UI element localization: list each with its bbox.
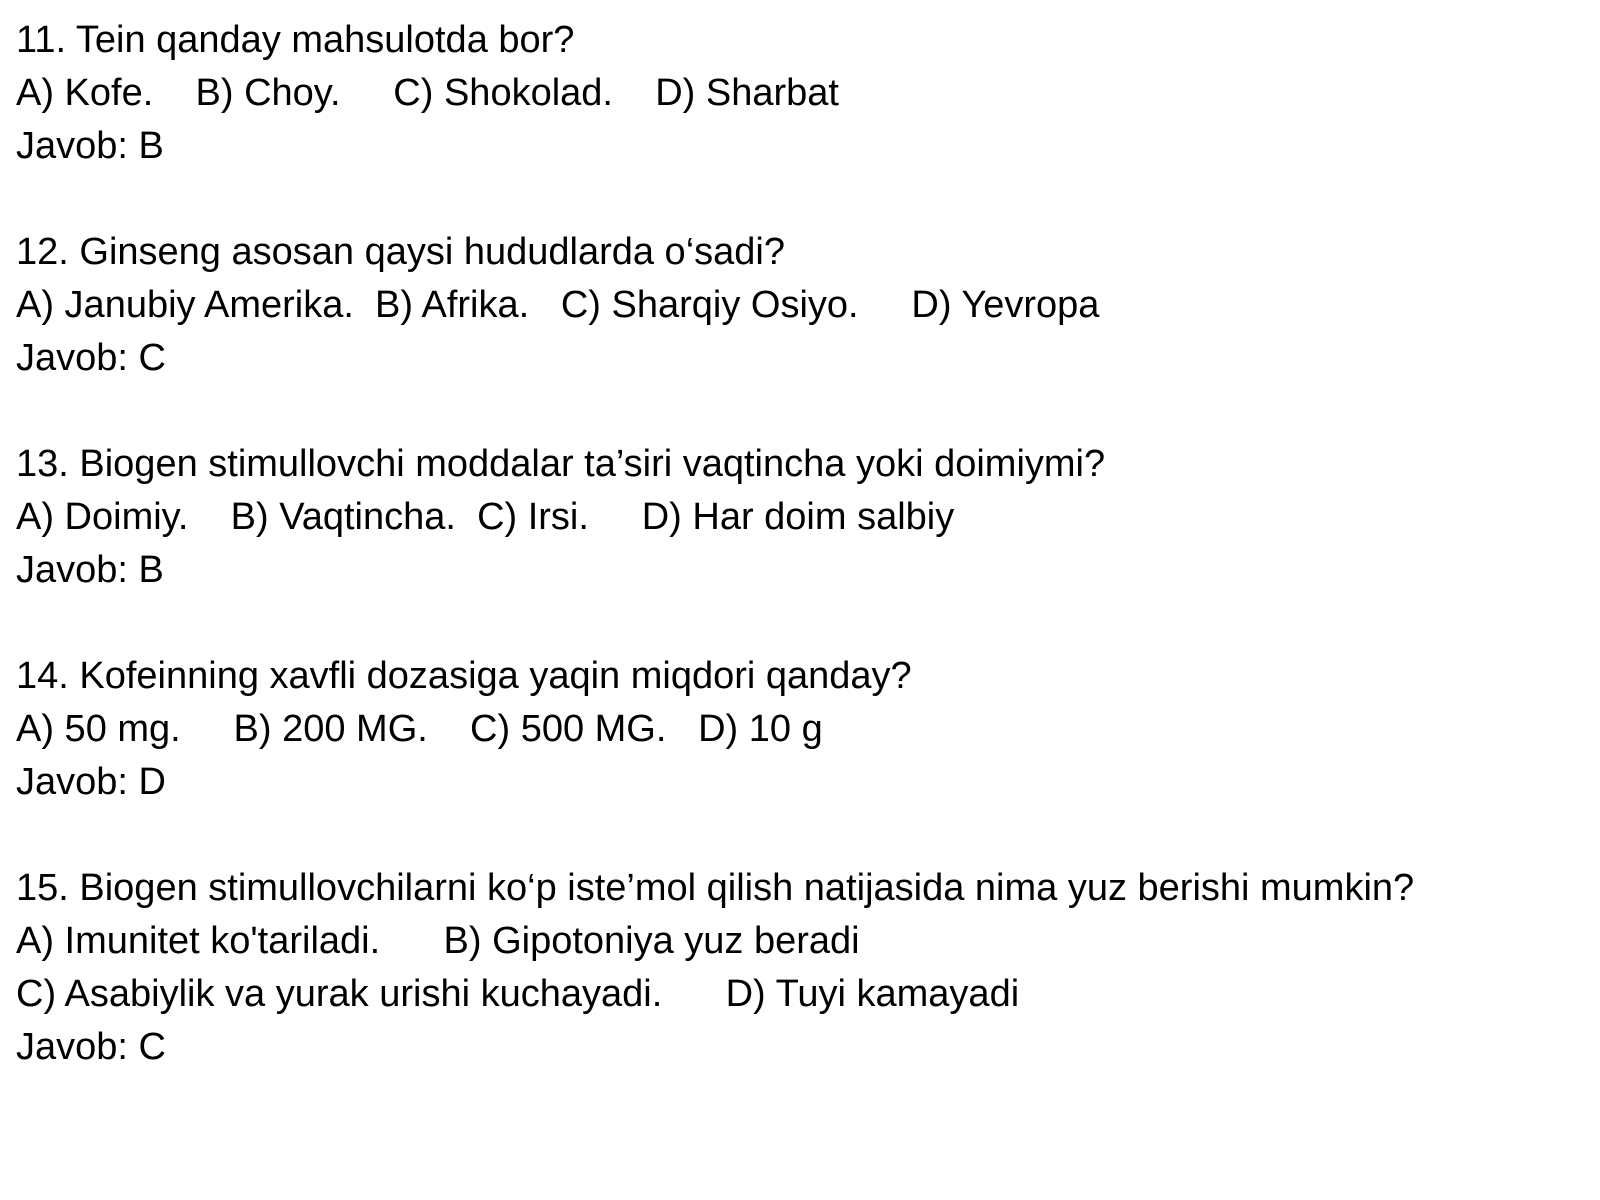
- question-block-11: [16, 14, 1586, 173]
- question-text: 12. Ginseng asosan qaysi hududlarda o‘sadi?: [16, 231, 785, 273]
- quiz-document: [16, 14, 1586, 1127]
- correct-answer: Javob: D: [16, 761, 166, 803]
- question-block-15: [16, 862, 1586, 1074]
- answer-options: A) Imunitet ko'tariladi. B) Gipotoniya yuz beradi: [16, 920, 860, 962]
- question-text: 13. Biogen stimullovchi moddalar ta’siri vaqtincha yoki doimiymi?: [16, 443, 1106, 485]
- question-block-12: [16, 226, 1586, 385]
- question-text: 14. Kofeinning xavfli dozasiga yaqin miqdori qanday?: [16, 655, 912, 697]
- question-text: 15. Biogen stimullovchilarni ko‘p iste’mol qilish natijasida nima yuz berishi mumkin?: [16, 867, 1415, 909]
- correct-answer: Javob: B: [16, 549, 164, 591]
- question-block-13: [16, 438, 1586, 597]
- correct-answer: Javob: C: [16, 1026, 166, 1068]
- answer-options: A) 50 mg. B) 200 MG. C) 500 MG. D) 10 g: [16, 708, 823, 750]
- correct-answer: Javob: B: [16, 125, 164, 167]
- question-block-14: [16, 650, 1586, 809]
- answer-options: A) Kofe. B) Choy. C) Shokolad. D) Sharbat: [16, 72, 839, 114]
- answer-options: A) Janubiy Amerika. B) Afrika. C) Sharqiy Osiyo. D) Yevropa: [16, 284, 1100, 326]
- question-text: 11. Tein qanday mahsulotda bor?: [16, 19, 575, 61]
- answer-options: C) Asabiylik va yurak urishi kuchayadi. D) Tuyi kamayadi: [16, 973, 1020, 1015]
- correct-answer: Javob: C: [16, 337, 166, 379]
- answer-options: A) Doimiy. B) Vaqtincha. C) Irsi. D) Har doim salbiy: [16, 496, 955, 538]
